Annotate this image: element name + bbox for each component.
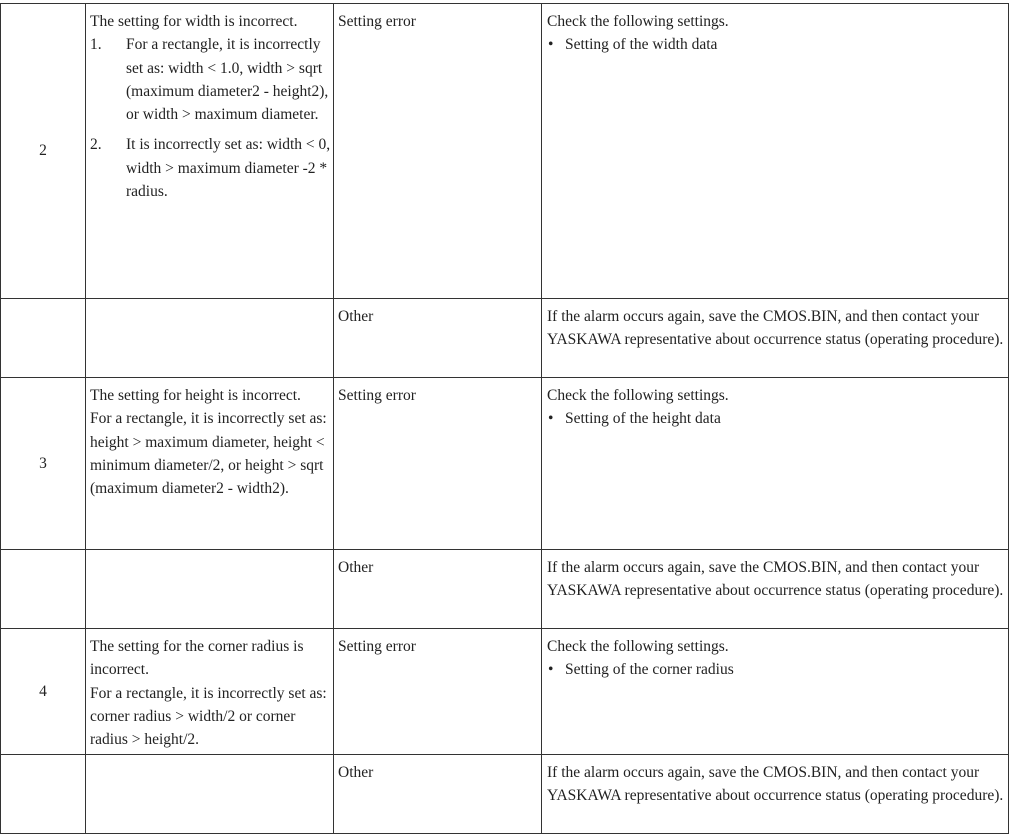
description-cell (86, 629, 334, 755)
table-row (1, 755, 1009, 834)
bullet-icon: • (548, 661, 554, 679)
remedy-bullet-text: Setting of the height data (565, 410, 721, 428)
alarm-number-cell (1, 629, 86, 755)
remedy-intro: Check the following settings. (547, 638, 729, 655)
cause-text: Setting error (338, 13, 416, 30)
cause-cell (334, 4, 542, 299)
remedy-bullet-text: Setting of the corner radius (565, 661, 734, 679)
remedy-bullet-text: Setting of the width data (565, 36, 718, 54)
step-number: 2. (90, 136, 102, 154)
cause-text: Other (338, 559, 374, 576)
table-row (1, 299, 1009, 378)
remedy-intro: Check the following settings. (547, 13, 729, 30)
description-line: The setting for the corner radius is incorrect. (90, 638, 304, 679)
alarm-number: 4 (39, 682, 47, 700)
remedy-text: If the alarm occurs again, save the CMOS.BIN, and then contact your YASKAWA representative about occurrence status (operating procedure). (547, 764, 1004, 805)
description-cell (86, 4, 334, 299)
description-cell (86, 755, 334, 834)
bullet-icon: • (548, 410, 554, 428)
description-cell (86, 299, 334, 378)
table-row (1, 550, 1009, 629)
alarm-number-cell (1, 755, 86, 834)
remedy-bullet-item (547, 33, 1004, 56)
cause-cell (334, 629, 542, 755)
description-line: The setting for height is incorrect. (90, 387, 301, 404)
list-item (90, 133, 333, 203)
description-steps (90, 33, 333, 203)
remedy-cell (542, 378, 1009, 550)
description-line: For a rectangle, it is incorrectly set as: corner radius > width/2 or corner radius > height/2. (90, 684, 327, 749)
remedy-intro: Check the following settings. (547, 387, 729, 404)
step-text: For a rectangle, it is incorrectly set as: width < 1.0, width > sqrt (maximum diameter2 - height2), or width > maximum diameter. (126, 36, 329, 124)
alarm-number-cell (1, 299, 86, 378)
cause-cell (334, 755, 542, 834)
remedy-text: If the alarm occurs again, save the CMOS.BIN, and then contact your YASKAWA representative about occurrence status (operating procedure). (547, 559, 1004, 600)
bullet-icon: • (548, 36, 554, 54)
alarm-number: 3 (39, 454, 47, 472)
cause-text: Setting error (338, 638, 416, 655)
remedy-bullet-item (547, 407, 1004, 430)
remedy-cell (542, 755, 1009, 834)
description-intro: The setting for width is incorrect. (90, 13, 298, 30)
remedy-bullet-item (547, 658, 1004, 681)
alarm-number-cell (1, 378, 86, 550)
description-line: For a rectangle, it is incorrectly set as: height > maximum diameter, height < minimum diameter/2, or height > sqrt (maximum diameter2 - width2). (90, 410, 327, 498)
cause-cell (334, 299, 542, 378)
description-cell (86, 378, 334, 550)
cause-text: Other (338, 308, 374, 325)
alarm-table (0, 3, 1009, 834)
remedy-text: If the alarm occurs again, save the CMOS.BIN, and then contact your YASKAWA representative about occurrence status (operating procedure). (547, 308, 1004, 349)
description-cell (86, 550, 334, 629)
table-row (1, 629, 1009, 755)
remedy-cell (542, 299, 1009, 378)
alarm-number: 2 (39, 142, 47, 160)
cause-cell (334, 550, 542, 629)
alarm-number-cell (1, 4, 86, 299)
remedy-cell (542, 550, 1009, 629)
table-row (1, 4, 1009, 299)
step-text: It is incorrectly set as: width < 0, width > maximum diameter -2 * radius. (126, 136, 331, 201)
table-row (1, 378, 1009, 550)
remedy-cell (542, 629, 1009, 755)
alarm-number-cell (1, 550, 86, 629)
cause-text: Setting error (338, 387, 416, 404)
list-item (90, 33, 333, 126)
step-number: 1. (90, 36, 102, 54)
remedy-cell (542, 4, 1009, 299)
cause-text: Other (338, 764, 374, 781)
cause-cell (334, 378, 542, 550)
